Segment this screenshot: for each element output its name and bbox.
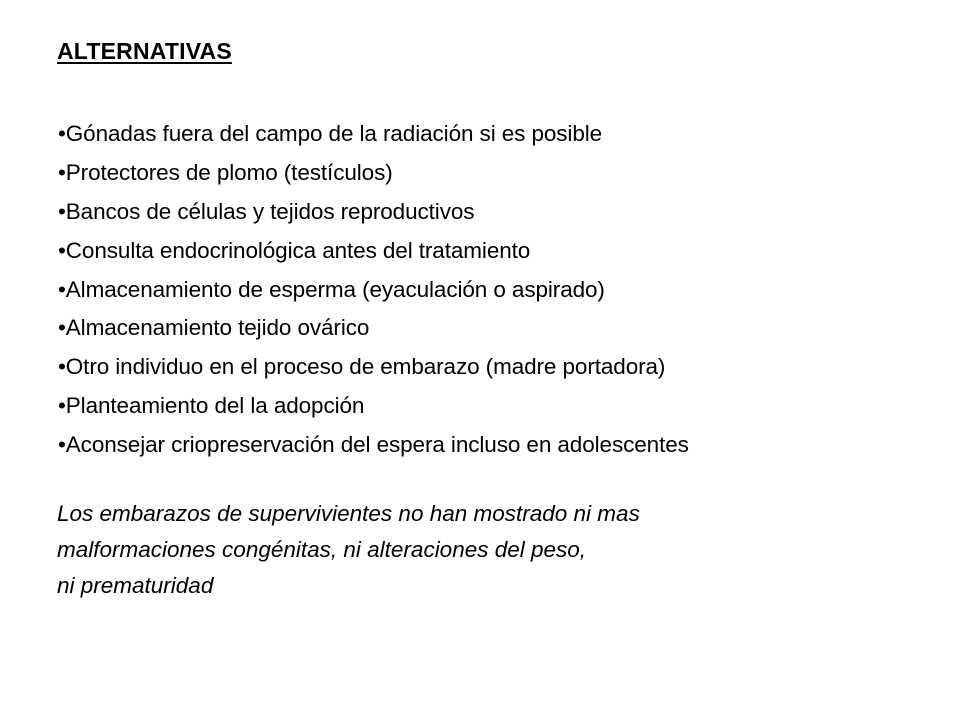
bullet-list xyxy=(58,115,689,465)
note-line: ni prematuridad xyxy=(57,573,214,598)
bullet-item: •Gónadas fuera del campo de la radiación si es posible xyxy=(58,121,603,146)
conclusion-note xyxy=(57,496,640,604)
bullet-item: •Consulta endocrinológica antes del tratamiento xyxy=(58,237,531,263)
bullet-item: •Protectores de plomo (testículos) xyxy=(58,159,393,185)
bullet-item: •Bancos de células y tejidos reproductivos xyxy=(58,198,475,224)
bullet-item: •Almacenamiento de esperma (eyaculación o aspirado) xyxy=(58,276,605,302)
bullet-item: •Planteamiento del la adopción xyxy=(58,393,365,419)
bullet-item: •Otro individuo en el proceso de embarazo (madre portadora) xyxy=(58,354,666,380)
bullet-item: •Almacenamiento tejido ovárico xyxy=(58,315,370,341)
note-line: Los embarazos de supervivientes no han mostrado ni mas xyxy=(57,501,640,526)
slide-title: ALTERNATIVAS xyxy=(57,38,232,64)
bullet-item: •Aconsejar criopreservación del espera incluso en adolescentes xyxy=(58,432,689,458)
note-line: malformaciones congénitas, ni alteraciones del peso, xyxy=(57,537,587,562)
